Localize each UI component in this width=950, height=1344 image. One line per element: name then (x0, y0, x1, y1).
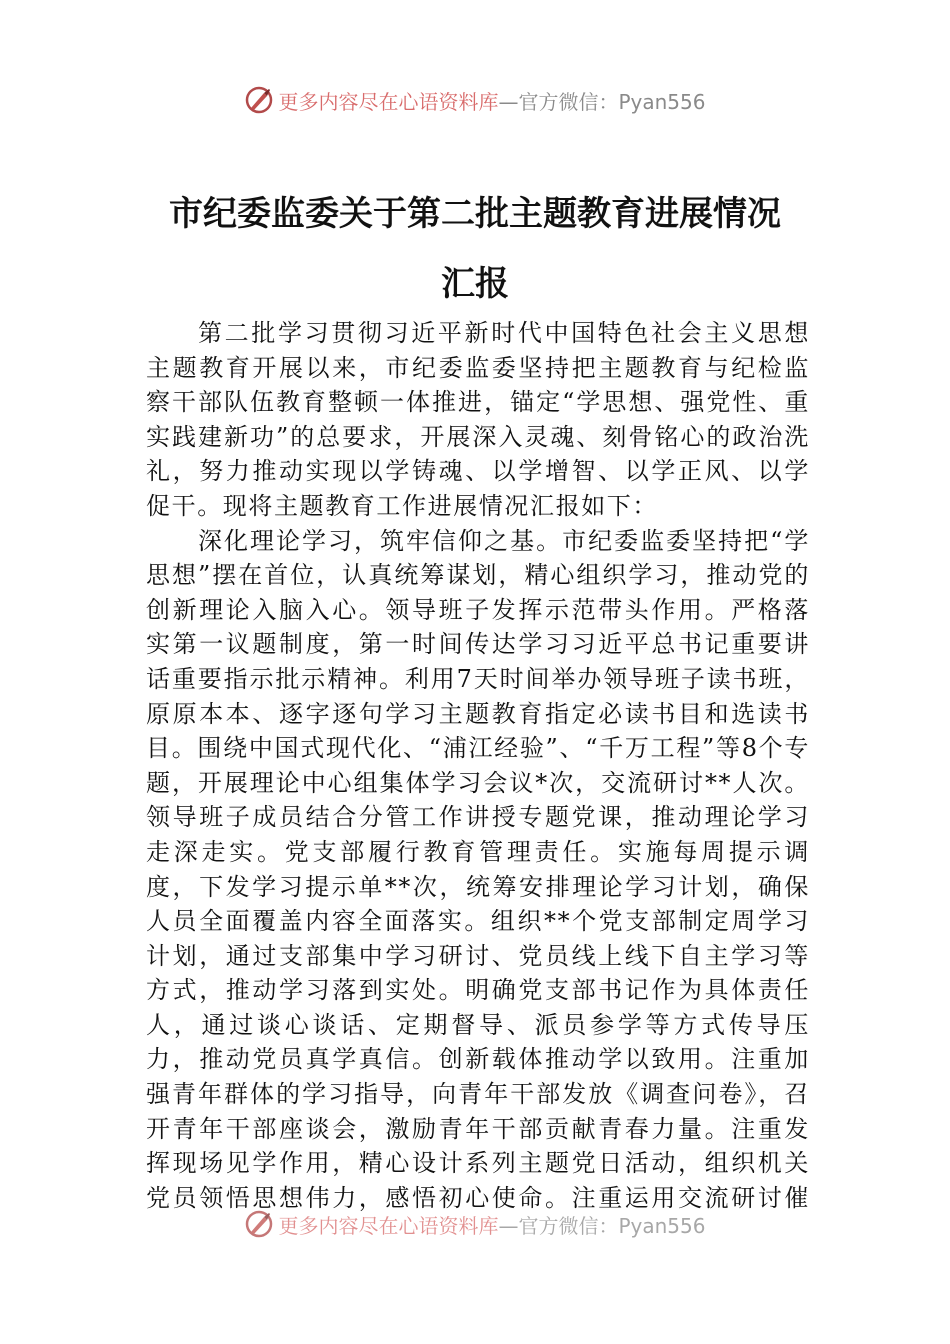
watermark-red-text: 更多内容尽在心语资料库 (278, 89, 499, 114)
document-title-line2: 汇报 (441, 264, 509, 304)
watermark-header (0, 80, 950, 120)
pen-nib-logo-icon (244, 1209, 274, 1239)
watermark-red-text: 更多内容尽在心语资料库 (278, 1213, 499, 1238)
watermark-gray-text: —官方微信：Pyan556 (498, 1213, 706, 1238)
document-body (146, 316, 810, 1216)
paragraph-intro: 第二批学习贯彻习近平新时代中国特色社会主义思想主题教育开展以来，市纪委监委坚持把主题教育与纪检监察干部队伍教育整顿一体推进，锚定“学思想、强党性、重实践建新功”的总要求，开展深入灵魂、刻骨铭心的政治洗礼，努力推动实现以学铸魂、以学增智、以学正风、以学促干。现将主题教育工作进展情况汇报如下： (146, 319, 810, 520)
document-title-line1: 市纪委监委关于第二批主题教育进展情况 (169, 194, 781, 234)
paragraph-theory-study: 深化理论学习，筑牢信仰之基。市纪委监委坚持把“学思想”摆在首位，认真统筹谋划，精心组织学习，推动党的创新理论入脑入心。领导班子发挥示范带头作用。严格落实第一议题制度，第一时间传达学习习近平总书记重要讲话重要指示批示精神。利用7天时间举办领导班子读书班，原原本本、逐字逐句学习主题教育指定必读书目和选读书目。围绕中国式现代化、“浦江经验”、“千万工程”等8个专题，开展理论中心组集体学习会议*次，交流研讨**人次。领导班子成员结合分管工作讲授专题党课，推动理论学习走深走实。党支部履行教育管理责任。实施每周提示调度，下发学习提示单**次，统筹安排理论学习计划，确保人员全面覆盖内容全面落实。组织**个党支部制定周学习计划，通过支部集中学习研讨、党员线上线下自主学习等方式，推动学习落到实处。明确党支部书记作为具体责任人，通过谈心谈话、定期督导、派员参学等方式传导压力，推动党员真学真信。创新载体推动学以致用。注重加强青年群体的学习指导，向青年干部发放《调查问卷》，召开青年干部座谈会，激励青年干部贡献青春力量。注重发挥现场见学作用，精心设计系列主题党日活动，组织机关党员领悟思想伟力，感悟初心使命。注重运用交流研讨催 (146, 526, 810, 1212)
pen-nib-logo-icon (244, 85, 274, 115)
watermark-footer (0, 1204, 950, 1244)
watermark-gray-text: —官方微信：Pyan556 (498, 89, 706, 114)
